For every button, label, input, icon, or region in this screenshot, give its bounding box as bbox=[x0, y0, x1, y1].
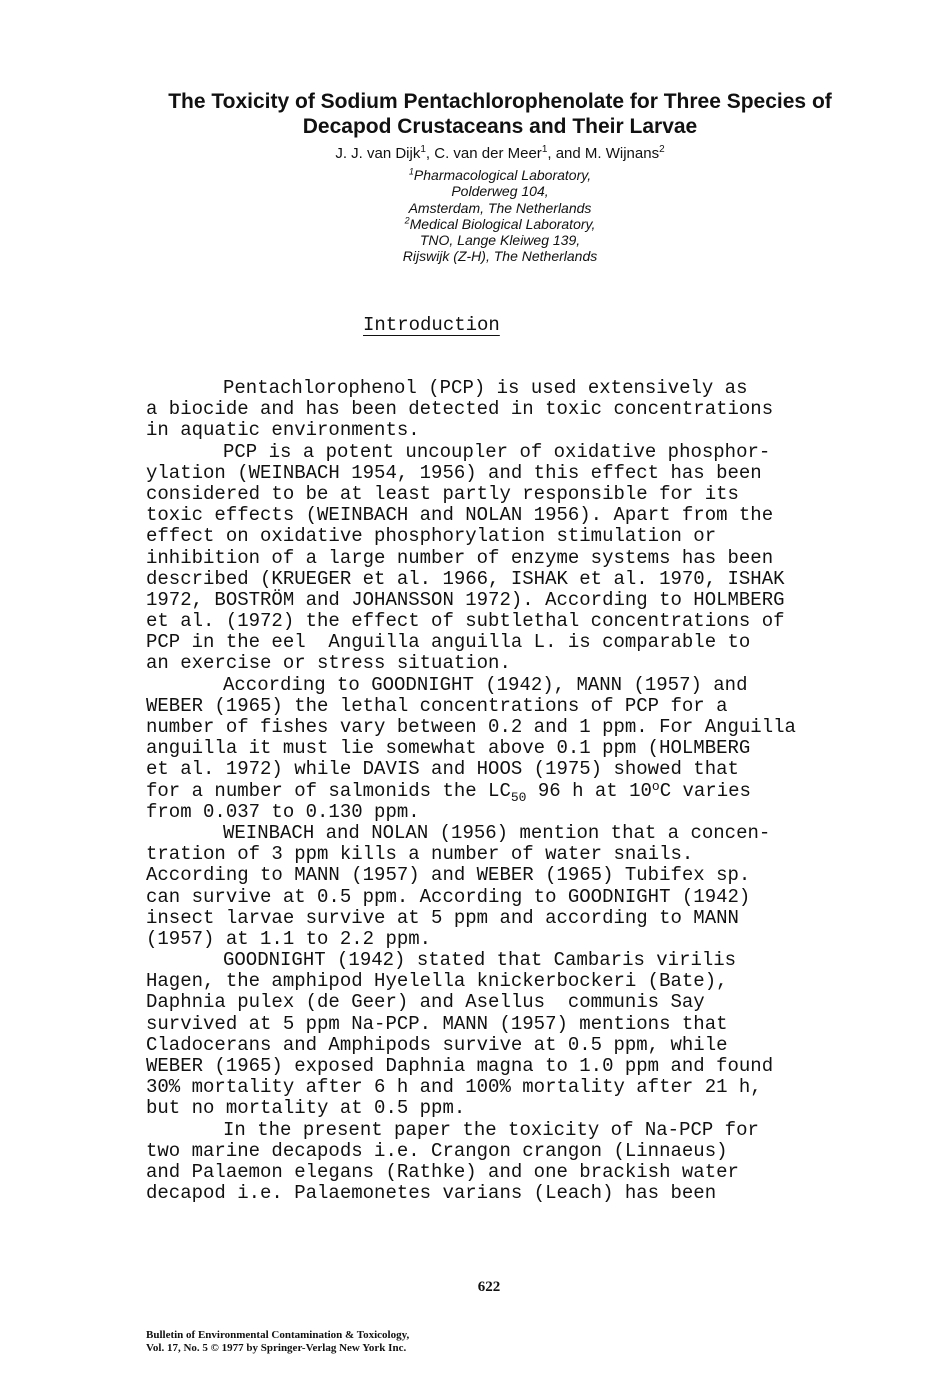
body-text-line: PCP in the eel Anguilla anguilla L. is comparable to bbox=[146, 631, 751, 654]
body-text-line: PCP is a potent uncoupler of oxidative phosphor- bbox=[223, 440, 771, 463]
body-text-line: WEINBACH and NOLAN (1956) mention that a concen- bbox=[223, 821, 771, 844]
affiliation-mark: 2 bbox=[404, 215, 410, 226]
body-text-line: an exercise or stress situation. bbox=[146, 652, 511, 675]
body-text-line: from 0.037 to 0.130 ppm. bbox=[146, 800, 420, 823]
affiliation-text: Polderweg 104, bbox=[451, 183, 549, 200]
body-text-line: insect larvae survive at 5 ppm and according to MANN bbox=[146, 906, 739, 929]
body-text-line: Pentachlorophenol (PCP) is used extensively as bbox=[223, 377, 748, 399]
affiliation-line bbox=[300, 167, 700, 183]
page-number: 622 bbox=[477, 1279, 501, 1295]
body-text-line: In the present paper the toxicity of Na-PCP for bbox=[223, 1118, 759, 1141]
body-text-line: 1972, BOSTRÖM and JOHANSSON 1972). According to HOLMBERG bbox=[146, 588, 785, 611]
author-affiliation-mark: 2 bbox=[659, 144, 665, 155]
affiliation-line bbox=[300, 216, 700, 232]
superscript-text: o bbox=[651, 778, 660, 794]
affiliation-text: TNO, Lange Kleiweg 139, bbox=[419, 232, 581, 249]
body-text-line: number of fishes vary between 0.2 and 1 ppm. For Anguilla bbox=[146, 716, 796, 738]
affiliation-line bbox=[300, 200, 700, 216]
body-text-line: et al. (1972) the effect of subtlethal concentrations of bbox=[146, 610, 785, 633]
body-text-line: WEBER (1965) exposed Daphnia magna to 1.0 ppm and found bbox=[146, 1055, 774, 1077]
affiliation-mark: 1 bbox=[408, 166, 414, 177]
body-text-line: According to GOODNIGHT (1942), MANN (1957) and bbox=[223, 673, 748, 696]
body-text-line: a biocide and has been detected in toxic concentrations bbox=[146, 398, 774, 421]
body-text-line: inhibition of a large number of enzyme systems has been bbox=[146, 546, 774, 569]
body-text-line: but no mortality at 0.5 ppm. bbox=[146, 1097, 466, 1120]
body-text-line: and Palaemon elegans (Rathke) and one brackish water bbox=[146, 1160, 739, 1183]
author-affiliation-mark: 1 bbox=[420, 144, 426, 155]
body-text-line: effect on oxidative phosphorylation stimulation or bbox=[146, 525, 717, 548]
footer-line: Vol. 17, No. 5 © 1977 by Springer-Verlag New York Inc. bbox=[146, 1342, 407, 1354]
body-text-line: tration of 3 ppm kills a number of water snails. bbox=[146, 843, 694, 866]
body-text-line: can survive at 0.5 ppm. According to GOODNIGHT (1942) bbox=[146, 885, 751, 908]
author-separator: , bbox=[425, 145, 435, 162]
body-text-line: Daphnia pulex (de Geer) and Asellus communis Say bbox=[146, 991, 705, 1014]
author-list bbox=[150, 145, 850, 163]
body-text-line: decapod i.e. Palaemonetes varians (Leach) has been bbox=[146, 1182, 717, 1205]
affiliation-text: Amsterdam, The Netherlands bbox=[408, 199, 592, 216]
body-text-line: two marine decapods i.e. Crangon crangon (Linnaeus) bbox=[146, 1139, 728, 1162]
introduction-body bbox=[146, 378, 886, 1204]
footer-line: Bulletin of Environmental Contamination & Toxicology, bbox=[146, 1329, 410, 1341]
body-text-line: 30% mortality after 6 h and 100% mortality after 21 h, bbox=[146, 1076, 762, 1099]
author-affiliation-mark: 1 bbox=[541, 144, 548, 155]
body-text-line: anguilla it must lie somewhat above 0.1 ppm (HOLMBERG bbox=[146, 737, 751, 760]
body-text-line: et al. 1972) while DAVIS and HOOS (1975) showed that bbox=[146, 758, 739, 781]
author-separator: , and bbox=[547, 145, 585, 162]
body-text-line: ylation (WEINBACH 1954, 1956) and this effect has been bbox=[146, 461, 762, 484]
author-name: C. van der Meer bbox=[434, 145, 542, 162]
body-text-line: in aquatic environments. bbox=[146, 419, 420, 442]
body-text-line: WEBER (1965) the lethal concentrations of PCP for a bbox=[146, 694, 728, 717]
affiliation-text: Medical Biological Laboratory, bbox=[409, 215, 596, 232]
affiliation-text: Pharmacological Laboratory, bbox=[413, 167, 592, 183]
author-name: J. J. van Dijk bbox=[335, 145, 421, 162]
body-text-line: considered to be at least partly responsible for its bbox=[146, 482, 739, 505]
affiliation-line bbox=[300, 248, 700, 264]
line-segment: for a number of salmonids the LC bbox=[146, 779, 511, 802]
affiliation-line bbox=[300, 183, 700, 199]
body-text-line: toxic effects (WEINBACH and NOLAN 1956). Apart from the bbox=[146, 504, 774, 527]
body-text-line: survived at 5 ppm Na-PCP. MANN (1957) mentions that bbox=[146, 1012, 728, 1035]
journal-footer bbox=[146, 1329, 646, 1355]
line-segment: C varies bbox=[659, 779, 751, 802]
affiliation-line bbox=[300, 232, 700, 248]
body-text-line: According to MANN (1957) and WEBER (1965) Tubifex sp. bbox=[146, 864, 751, 887]
section-heading-introduction: Introduction bbox=[363, 314, 500, 336]
affiliation-block bbox=[300, 167, 700, 265]
line-segment: 96 h at 10 bbox=[526, 779, 652, 802]
author-name: M. Wijnans bbox=[584, 145, 660, 162]
body-text-line: (1957) at 1.1 to 2.2 ppm. bbox=[146, 927, 432, 950]
body-text-line: Cladocerans and Amphipods survive at 0.5 ppm, while bbox=[146, 1033, 728, 1056]
body-text-line bbox=[146, 778, 886, 805]
subscript-text: 50 bbox=[510, 789, 527, 805]
body-text-line: GOODNIGHT (1942) stated that Cambaris virilis bbox=[223, 949, 737, 972]
paper-title: The Toxicity of Sodium Pentachlorophenolate for Three Species of Decapod Crustaceans and Their Larvae bbox=[168, 90, 832, 138]
body-text-line: Hagen, the amphipod Hyelella knickerbockeri (Bate), bbox=[146, 970, 728, 993]
body-text-line: described (KRUEGER et al. 1966, ISHAK et al. 1970, ISHAK bbox=[146, 567, 785, 590]
affiliation-text: Rijswijk (Z-H), The Netherlands bbox=[402, 248, 598, 265]
